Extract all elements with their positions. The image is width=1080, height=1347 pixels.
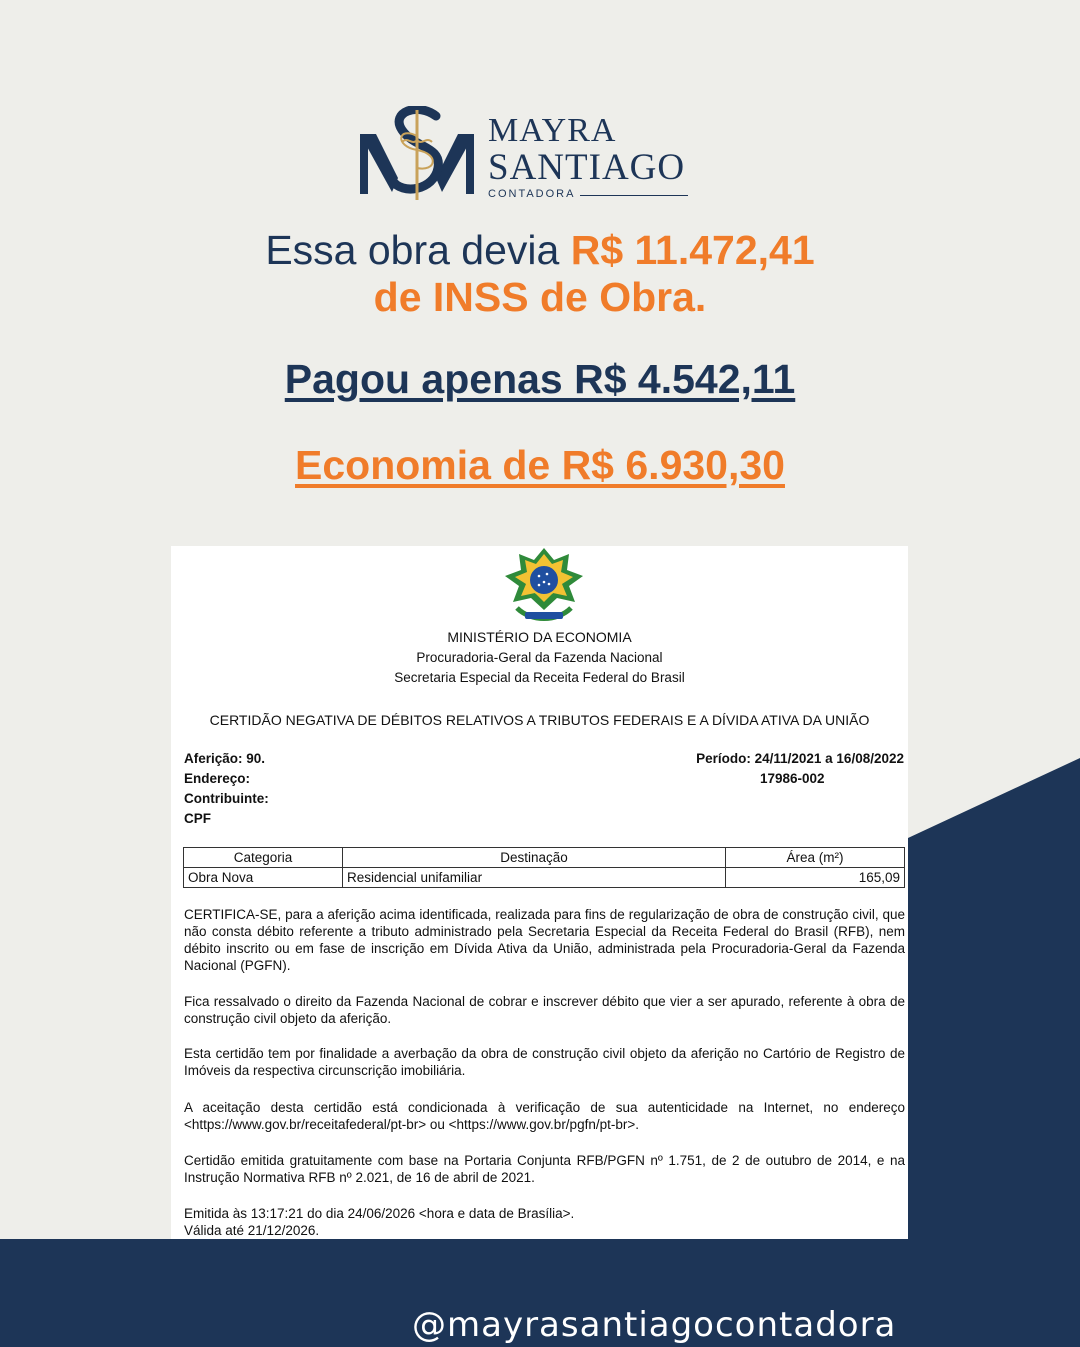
brand-subtitle: CONTADORA xyxy=(488,188,576,200)
field-contribuinte: Contribuinte: xyxy=(184,791,269,806)
headline-savings: Economia de R$ 6.930,30 xyxy=(295,442,785,488)
brazil-coat-of-arms-icon xyxy=(497,546,591,626)
table-header-cell: Categoria xyxy=(184,848,343,868)
table-row xyxy=(184,868,905,888)
brand-divider xyxy=(580,195,688,196)
field-afericao: Aferição: 90. xyxy=(184,751,266,766)
field-endereco: Endereço: xyxy=(184,771,251,786)
table-cell: Residencial unifamiliar xyxy=(343,868,726,888)
doc-paragraph-certifica: CERTIFICA-SE, para a aferição acima identificada, realizada para fins de regularização de obra de construção civil, que não consta débito referente a tributo administrado pela Secretaria Especial da Receita Federal do Brasil (RFB), nem débito inscrito ou em fase de inscrição em Dívida Ativa da União, administrada pela Procuradoria-Geral da Fazenda Nacional (PGFN). xyxy=(184,907,905,973)
headline-owed xyxy=(0,226,1080,274)
ms-monogram-icon xyxy=(358,106,476,202)
headline-owed-prefix: Essa obra devia xyxy=(265,227,571,273)
doc-dept-rfb: Secretaria Especial da Receita Federal do Brasil xyxy=(394,670,685,685)
doc-paragraph-ressalva: Fica ressalvado o direito da Fazenda Nacional de cobrar e inscrever débito que vier a ser apurado, referente à obra de construção civil objeto da aferição. xyxy=(184,994,905,1026)
table-cell: Obra Nova xyxy=(184,868,343,888)
doc-emission-info xyxy=(184,1205,784,1239)
doc-ministry: MINISTÉRIO DA ECONOMIA xyxy=(447,629,632,645)
certificate-document xyxy=(171,546,908,1239)
brand-logo xyxy=(358,106,698,206)
doc-paragraph-finalidade: Esta certidão tem por finalidade a averbação da obra de construção civil objeto da aferição no Cartório de Registro de Imóveis da respectiva circunscrição imobiliária. xyxy=(184,1046,905,1078)
headline-paid: Pagou apenas R$ 4.542,11 xyxy=(284,356,796,402)
doc-valid-until: Válida até 21/12/2026. xyxy=(184,1223,320,1238)
doc-emitted: Emitida às 13:17:21 do dia 24/06/2026 <hora e data de Brasília>. xyxy=(184,1206,575,1221)
brand-name-first: MAYRA xyxy=(488,112,617,149)
doc-paragraph-autenticidade: A aceitação desta certidão está condicionada à verificação de sua autenticidade na Internet, no endereço <https://www.gov.br/receitafederal/pt-br> ou <https://www.gov.br/pgfn/pt-br>. xyxy=(184,1100,905,1132)
doc-title: CERTIDÃO NEGATIVA DE DÉBITOS RELATIVOS A TRIBUTOS FEDERAIS E A DÍVIDA ATIVA DA UNIÃO xyxy=(209,712,870,728)
field-codigo: 17986-002 xyxy=(760,771,825,786)
headline-inss: de INSS de Obra. xyxy=(373,274,707,320)
obra-table xyxy=(183,847,905,888)
field-periodo: Período: 24/11/2021 a 16/08/2022 xyxy=(696,751,904,766)
brand-name-last: SANTIAGO xyxy=(488,147,686,188)
table-header-cell: Destinação xyxy=(343,848,726,868)
field-cpf: CPF xyxy=(184,811,211,826)
table-header-cell: Área (m²) xyxy=(726,848,905,868)
table-header-row xyxy=(184,848,905,868)
instagram-handle: @mayrasantiagocontadora xyxy=(412,1305,897,1345)
headline-owed-amount: R$ 11.472,41 xyxy=(570,227,815,273)
doc-paragraph-base-legal: Certidão emitida gratuitamente com base na Portaria Conjunta RFB/PGFN nº 1.751, de 2 de outubro de 2014, e na Instrução Normativa RFB nº 2.021, de 16 de abril de 2021. xyxy=(184,1153,905,1185)
table-cell: 165,09 xyxy=(726,868,905,888)
doc-dept-pgfn: Procuradoria-Geral da Fazenda Nacional xyxy=(416,650,663,665)
